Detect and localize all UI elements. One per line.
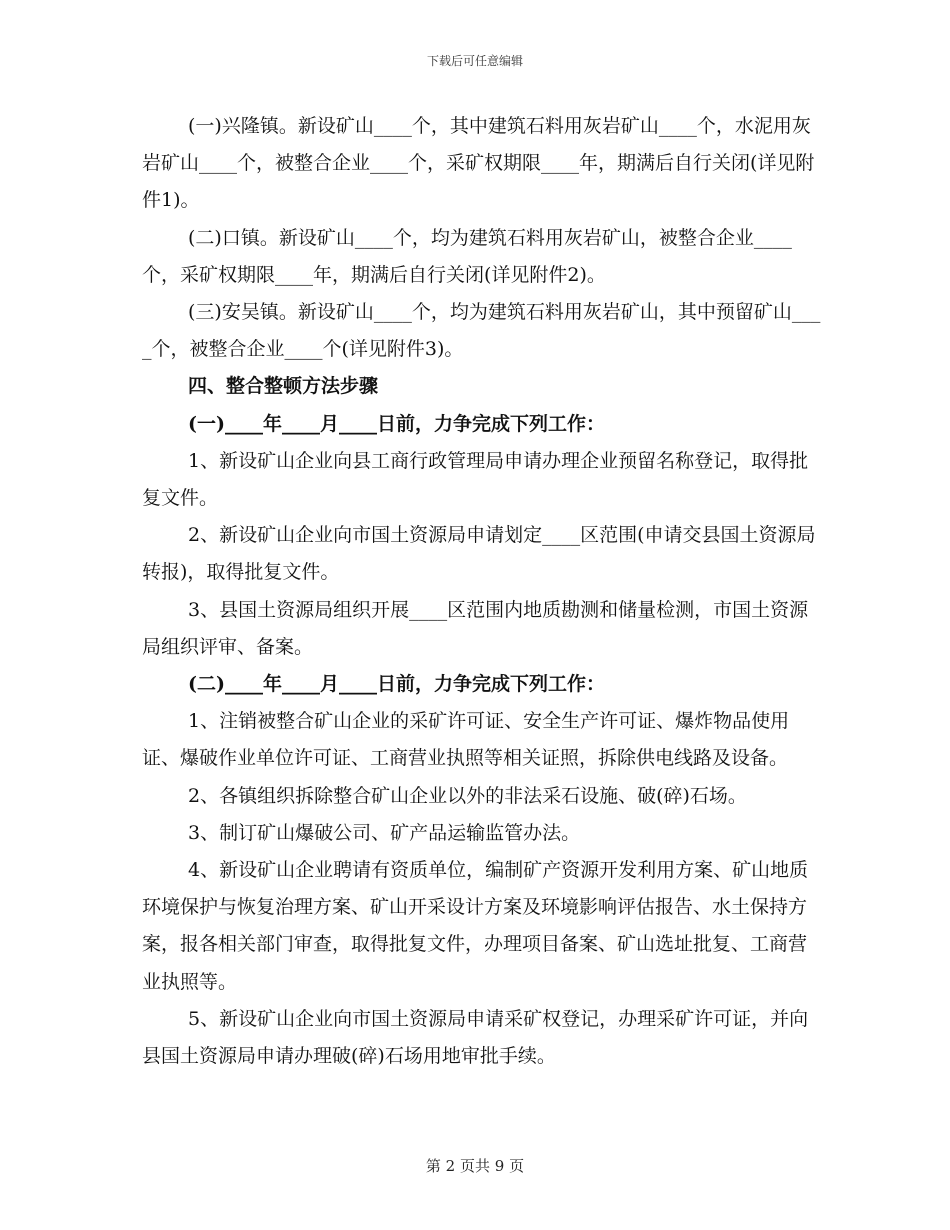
paragraph-anwu-town: (三)安吴镇。新设矿山____个，均为建筑石料用灰岩矿山，其中预留矿山____个，被整合企业____个(详见附件3)。	[142, 301, 821, 361]
page-footer: 第 2 页共 9 页	[425, 1157, 525, 1175]
paragraph-xinglong-town: (一)兴隆镇。新设矿山____个，其中建筑石料用灰岩矿山____个，水泥用灰岩矿山____个，被整合企业____个，采矿权期限____年，期满后自行关闭(详见附件1)。	[142, 115, 815, 212]
paragraph-kou-town: (二)口镇。新设矿山____个，均为建筑石料用灰岩矿山，被整合企业____个，采矿权期限____年，期满后自行关闭(详见附件2)。	[142, 226, 792, 286]
subsection-heading-phase-2: (二)____年____月____日前，力争完成下列工作：	[188, 673, 605, 696]
list-item-phase2-2: 2、各镇组织拆除整合矿山企业以外的非法采石设施、破(碎)石场。	[188, 784, 747, 807]
section-heading-steps: 四、整合整顿方法步骤	[188, 375, 379, 398]
list-item-phase1-2: 2、新设矿山企业向市国土资源局申请划定____区范围(申请交县国土资源局转报)，取得批复文件。	[142, 524, 816, 584]
page-header: 下载后可任意编辑	[426, 54, 523, 68]
list-item-phase2-3: 3、制订矿山爆破公司、矿产品运输监管办法。	[188, 821, 581, 844]
list-item-phase2-4: 4、新设矿山企业聘请有资质单位，编制矿产资源开发利用方案、矿山地质环境保护与恢复治理方案、矿山开采设计方案及环境影响评估报告、水土保持方案，报各相关部门审查，取得批复文件，办理项目备案、矿山选址批复、工商营业执照等。	[142, 859, 809, 993]
list-item-phase1-1: 1、新设矿山企业向县工商行政管理局申请办理企业预留名称登记，取得批复文件。	[142, 449, 809, 510]
list-item-phase1-3: 3、县国土资源局组织开展____区范围内地质勘测和储量检测，市国土资源局组织评审、备案。	[142, 598, 809, 658]
list-item-phase2-5: 5、新设矿山企业向市国土资源局申请采矿权登记，办理采矿许可证，并向县国土资源局申请办理破(碎)石场用地审批手续。	[142, 1007, 809, 1068]
list-item-phase2-1: 1、注销被整合矿山企业的采矿许可证、安全生产许可证、爆炸物品使用证、爆破作业单位许可证、工商营业执照等相关证照，拆除供电线路及设备。	[142, 710, 790, 770]
subsection-heading-phase-1: (一)____年____月____日前，力争完成下列工作：	[188, 412, 605, 435]
document-body	[142, 108, 822, 1075]
